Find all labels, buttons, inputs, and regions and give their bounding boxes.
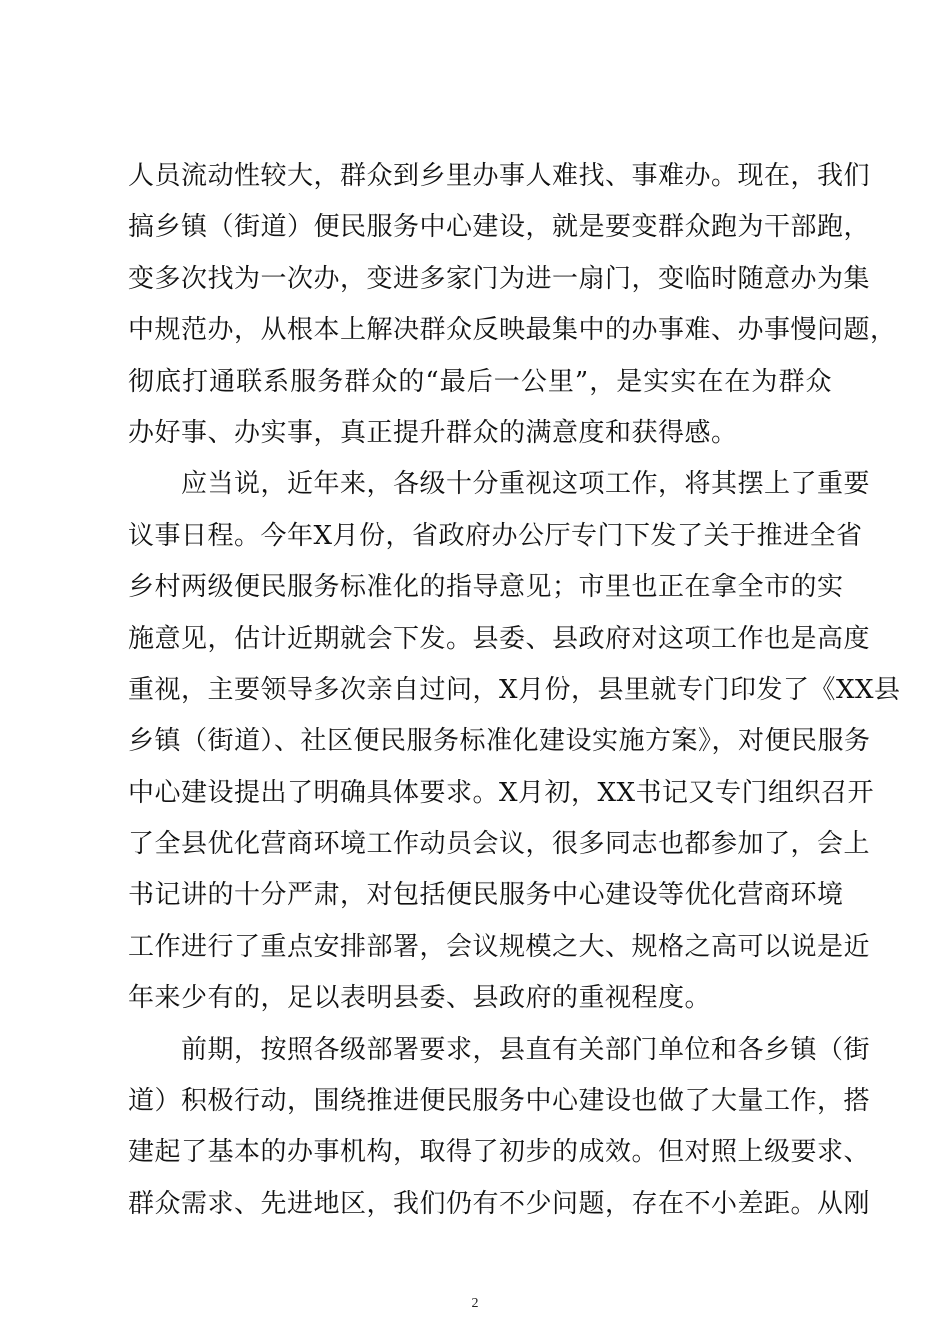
text-line: 变多次找为一次办，变进多家门为进一扇门，变临时随意办为集 [128,263,871,294]
body-text [128,151,901,1230]
text-line: 议事日程。今年X月份，省政府办公厅专门下发了关于推进全省 [128,520,863,551]
text-line: 书记讲的十分严肃，对包括便民服务中心建设等优化营商环境 [128,880,844,911]
text-line: 乡镇（街道）、社区便民服务标准化建设实施方案》，对便民服务 [128,726,871,757]
text-line: 人员流动性较大，群众到乡里办事人难找、事难办。现在，我们 [128,161,871,191]
text-line: 中心建设提出了明确具体要求。X月初，XX书记又专门组织召开 [128,777,875,808]
text-line: 年来少有的，足以表明县委、县政府的重视程度。 [128,983,712,1014]
text-line: 建起了基本的办事机构，取得了初步的成效。但对照上级要求、 [128,1137,871,1168]
text-line: 中规范办，从根本上解决群众反映最集中的办事难、办事慢问题， [128,315,897,346]
text-line: 办好事、办实事，真正提升群众的满意度和获得感。 [128,417,738,448]
text-line: 工作进行了重点安排部署，会议规模之大、规格之高可以说是近 [128,931,871,962]
text-line: 重视，主要领导多次亲自过问，X月份，县里就专门印发了《XX县 [128,674,901,705]
text-line: 彻底打通联系服务群众的“最后一公里”，是实实在在为群众 [128,366,832,397]
text-line: 搞乡镇（街道）便民服务中心建设，就是要变群众跑为干部跑， [128,212,871,243]
text-line: 应当说，近年来，各级十分重视这项工作，将其摆上了重要 [128,469,871,500]
text-line: 前期，按照各级部署要求，县直有关部门单位和各乡镇（街 [128,1034,871,1065]
text-line: 施意见，估计近期就会下发。县委、县政府对这项工作也是高度 [128,623,871,654]
text-line: 乡村两级便民服务标准化的指导意见；市里也正在拿全市的实 [128,572,844,603]
text-line: 群众需求、先进地区，我们仍有不少问题，存在不小差距。从刚 [128,1188,871,1219]
text-line: 道）积极行动，围绕推进便民服务中心建设也做了大量工作，搭 [128,1086,871,1117]
text-line: 了全县优化营商环境工作动员会议，很多同志也都参加了，会上 [128,829,871,860]
page-number: 2 [471,1296,479,1311]
